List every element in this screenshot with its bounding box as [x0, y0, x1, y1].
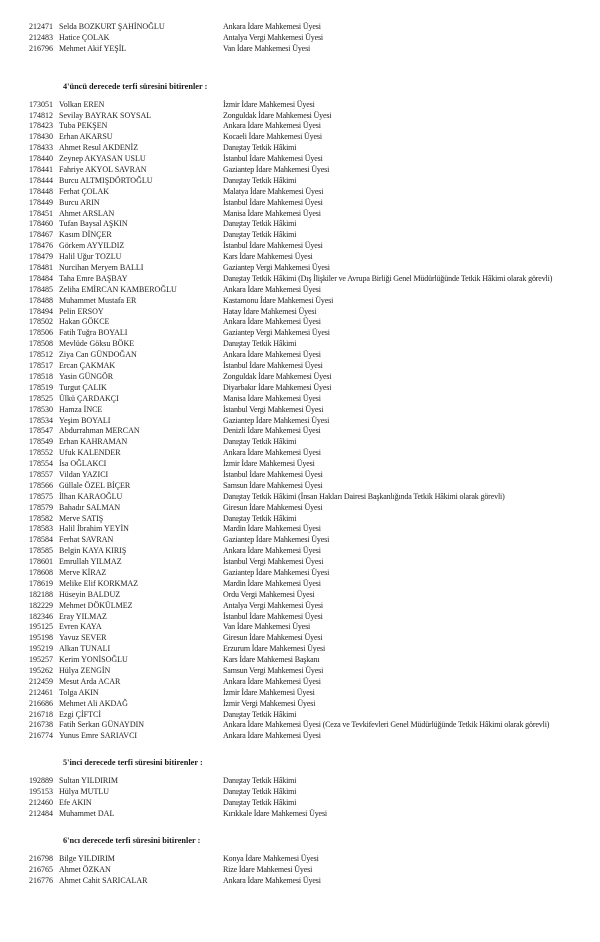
- registry-number: 178579: [29, 502, 53, 512]
- person-name: Fahriye AKYOL SAVRAN: [59, 165, 147, 175]
- current-position: Diyarbakır İdare Mahkemesi Üyesi: [223, 382, 332, 392]
- person-name: Mehmet Akif YEŞİL: [59, 43, 127, 53]
- current-position: Danıştay Tetkik Hâkimi: [223, 776, 297, 786]
- person-name: Sultan YILDIRIM: [59, 776, 119, 786]
- person-name: Ahmet ARSLAN: [59, 208, 115, 218]
- table-row: [0, 688, 600, 699]
- table-row: [0, 699, 600, 710]
- person-name: Kerim YONİSOĞLU: [59, 655, 128, 665]
- person-name: Mehmet DÖKÜLMEZ: [59, 600, 133, 610]
- registry-number: 178566: [29, 480, 53, 490]
- table-row: [0, 111, 600, 122]
- table-row: [0, 339, 600, 350]
- person-name: Hülya ZENGİN: [59, 665, 111, 675]
- table-row: [0, 710, 600, 721]
- registry-number: 178430: [29, 132, 53, 142]
- registry-number: 178479: [29, 252, 53, 262]
- table-row: [0, 798, 600, 809]
- current-position: Gaziantep Vergi Mahkemesi Üyesi: [223, 263, 330, 273]
- table-row: [0, 666, 600, 677]
- registry-number: 182188: [29, 589, 53, 599]
- registry-number: 178423: [29, 121, 53, 131]
- registry-number: 212460: [29, 798, 53, 807]
- current-position: Van İdare Mahkemesi Üyesi: [223, 43, 311, 53]
- current-position: Mardin İdare Mahkemesi Üyesi: [223, 524, 321, 534]
- person-name: Melike Elif KORKMAZ: [59, 578, 139, 588]
- table-row: [0, 121, 600, 132]
- person-name: Muhammet Mustafa ER: [59, 295, 137, 305]
- person-name: Mevlüde Göksu BÖKE: [59, 339, 135, 349]
- current-position: Danıştay Tetkik Hâkimi: [223, 513, 297, 523]
- registry-number: 178440: [29, 154, 53, 164]
- current-position: Antalya Vergi Mahkemesi Üyesi: [223, 600, 324, 610]
- registry-number: 216738: [29, 720, 53, 730]
- registry-number: 178519: [29, 382, 53, 392]
- registry-number: 178484: [29, 273, 53, 283]
- current-position: Ankara İdare Mahkemesi Üyesi: [223, 546, 321, 556]
- person-name: Turgut ÇALIK: [59, 382, 107, 392]
- current-position: Danıştay Tetkik Hâkimi: [223, 230, 297, 240]
- person-name: Vildan YAZICI: [59, 469, 109, 479]
- section-header: 6'ncı derecede terfi süresini bitirenler :: [63, 835, 201, 845]
- person-name: Ferhat SAVRAN: [59, 535, 114, 545]
- table-row: [0, 470, 600, 481]
- person-name: Volkan EREN: [59, 99, 105, 109]
- registry-number: 195262: [29, 665, 53, 675]
- current-position: Manisa İdare Mahkemesi Üyesi: [223, 208, 321, 218]
- person-name: Tolga AKIN: [59, 687, 99, 697]
- registry-number: 178608: [29, 567, 53, 577]
- person-name: Pelin ERSOY: [59, 306, 104, 316]
- person-name: Eray YILMAZ: [59, 611, 107, 621]
- registry-number: 178601: [29, 557, 53, 567]
- person-name: Halil İbrahim YEYİN: [59, 524, 129, 534]
- registry-number: 178557: [29, 469, 53, 479]
- table-row: [0, 209, 600, 220]
- current-position: Kırıkkale İdare Mahkemesi Üyesi: [223, 808, 327, 818]
- table-row: [0, 426, 600, 437]
- registry-number: 212461: [29, 687, 53, 697]
- person-name: Hamza İNCE: [59, 404, 103, 414]
- table-row: [0, 44, 600, 55]
- table-row: [0, 557, 600, 568]
- current-position: İstanbul İdare Mahkemesi Üyesi: [223, 197, 323, 207]
- current-position: İstanbul İdare Mahkemesi Üyesi: [223, 469, 323, 479]
- registry-number: 178433: [29, 143, 53, 153]
- person-name: Abdurrahman MERCAN: [59, 426, 140, 436]
- table-row: [0, 622, 600, 633]
- current-position: İzmir İdare Mahkemesi Üyesi: [223, 687, 315, 697]
- current-position: Zonguldak İdare Mahkemesi Üyesi: [223, 371, 332, 381]
- person-name: Selda BOZKURT ŞAHİNOĞLU: [59, 22, 165, 31]
- person-name: Hülya MUTLU: [59, 787, 109, 797]
- person-name: Yunus Emre SARIAVCI: [59, 731, 138, 741]
- registry-number: 178585: [29, 546, 53, 556]
- person-name: Halil Uğur TOZLU: [59, 252, 122, 262]
- person-name: Hatice ÇOLAK: [59, 32, 110, 42]
- person-name: Tuba PEKŞEN: [59, 121, 108, 131]
- registry-number: 178451: [29, 208, 53, 218]
- person-name: Görkem AYYILDIZ: [59, 241, 125, 251]
- current-position: Rize İdare Mahkemesi Üyesi: [223, 864, 313, 874]
- registry-number: 178448: [29, 186, 53, 196]
- table-row: [0, 143, 600, 154]
- table-row: [0, 154, 600, 165]
- table-row: [0, 731, 600, 742]
- current-position: Van İdare Mahkemesi Üyesi: [223, 622, 311, 632]
- current-position: İstanbul İdare Mahkemesi Üyesi: [223, 611, 323, 621]
- current-position: Kars İdare Mahkemesi Üyesi: [223, 252, 313, 262]
- table-row: [0, 459, 600, 470]
- current-position: Hatay İdare Mahkemesi Üyesi: [223, 306, 317, 316]
- current-position: Danıştay Tetkik Hâkimi: [223, 143, 297, 153]
- registry-number: 178476: [29, 241, 53, 251]
- current-position: Ankara İdare Mahkemesi Üyesi: [223, 448, 321, 458]
- table-row: [0, 165, 600, 176]
- registry-number: 216796: [29, 43, 53, 53]
- table-row: [0, 252, 600, 263]
- person-name: Erhan KAHRAMAN: [59, 437, 128, 447]
- registry-number: 195219: [29, 644, 53, 654]
- person-name: Ahmet Cahit SARICALAR: [59, 875, 148, 885]
- table-row: [0, 437, 600, 448]
- person-name: Yavuz SEVER: [59, 633, 107, 643]
- table-row: [0, 307, 600, 318]
- registry-number: 178530: [29, 404, 53, 414]
- current-position: Giresun İdare Mahkemesi Üyesi: [223, 633, 323, 643]
- table-row: [0, 644, 600, 655]
- table-row: [0, 33, 600, 44]
- registry-number: 178506: [29, 328, 53, 338]
- current-position: Danıştay Tetkik Hâkimi: [223, 219, 297, 229]
- registry-number: 178441: [29, 165, 53, 175]
- person-name: Ülkü ÇARDAKÇI: [59, 393, 119, 403]
- registry-number: 178494: [29, 306, 53, 316]
- current-position: Denizli İdare Mahkemesi Üyesi: [223, 426, 321, 436]
- person-name: İlhan KARAOĞLU: [59, 491, 123, 501]
- table-row: [0, 241, 600, 252]
- person-name: Ercan ÇAKMAK: [59, 361, 116, 371]
- person-name: Ezgi ÇİFTCİ: [59, 709, 101, 719]
- registry-number: 178508: [29, 339, 53, 349]
- current-position: Gaziantep İdare Mahkemesi Üyesi: [223, 165, 330, 175]
- person-name: Merve SATIŞ: [59, 513, 104, 523]
- table-row: [0, 274, 600, 285]
- table-row: [0, 198, 600, 209]
- table-row: [0, 503, 600, 514]
- section-header: 5'inci derecede terfi süresini bitirenler :: [63, 758, 203, 768]
- person-name: Bahadır SALMAN: [59, 502, 121, 512]
- registry-number: 178547: [29, 426, 53, 436]
- registry-number: 178460: [29, 219, 53, 229]
- person-name: Hakan GÖKCE: [59, 317, 110, 327]
- registry-number: 192889: [29, 776, 53, 786]
- registry-number: 195153: [29, 787, 53, 797]
- current-position: Kastamonu İdare Mahkemesi Üyesi: [223, 295, 334, 305]
- table-row: [0, 876, 600, 887]
- table-row: [0, 219, 600, 230]
- person-name: Ufuk KALENDER: [59, 448, 121, 458]
- current-position: Danıştay Tetkik Hâkimi: [223, 709, 297, 719]
- current-position: Danıştay Tetkik Hâkimi: [223, 339, 297, 349]
- registry-number: 178488: [29, 295, 53, 305]
- table-row: [0, 579, 600, 590]
- person-name: Tufan Baysal AŞKIN: [59, 219, 128, 229]
- table-row: [0, 22, 600, 33]
- person-name: Emrullah YILMAZ: [59, 557, 122, 567]
- person-name: Belgin KAYA KIRIŞ: [59, 546, 127, 556]
- person-name: Zeliha EMİRCAN KAMBEROĞLU: [59, 284, 177, 294]
- table-row: [0, 633, 600, 644]
- registry-number: 212483: [29, 32, 53, 42]
- current-position: Kars İdare Mahkemesi Başkanı: [223, 655, 320, 665]
- table-row: [0, 601, 600, 612]
- person-name: Bilge YILDIRIM: [59, 853, 115, 863]
- current-position: İstanbul İdare Mahkemesi Üyesi: [223, 241, 323, 251]
- person-name: Fatih Serkan GÜNAYDIN: [59, 720, 145, 730]
- current-position: Gaziantep İdare Mahkemesi Üyesi: [223, 415, 330, 425]
- current-position: Mardin İdare Mahkemesi Üyesi: [223, 578, 321, 588]
- registry-number: 216798: [29, 853, 53, 863]
- current-position: Malatya İdare Mahkemesi Üyesi: [223, 186, 324, 196]
- registry-number: 216765: [29, 864, 53, 874]
- current-position: İstanbul İdare Mahkemesi Üyesi: [223, 361, 323, 371]
- current-position: Samsun İdare Mahkemesi Üyesi: [223, 480, 323, 490]
- registry-number: 212471: [29, 22, 53, 31]
- person-name: İsa OĞLAKCI: [59, 459, 107, 469]
- table-row: [0, 372, 600, 383]
- current-position: Giresun İdare Mahkemesi Üyesi: [223, 502, 323, 512]
- table-row: [0, 612, 600, 623]
- current-position: İzmir İdare Mahkemesi Üyesi: [223, 99, 315, 109]
- current-position: Samsun Vergi Mahkemesi Üyesi: [223, 665, 324, 675]
- person-name: Yasin GÜNGÖR: [59, 371, 114, 381]
- registry-number: 178481: [29, 263, 53, 273]
- registry-number: 216776: [29, 875, 53, 885]
- person-name: Ahmet ÖZKAN: [59, 864, 111, 874]
- current-position: İzmir Vergi Mahkemesi Üyesi: [223, 698, 316, 708]
- person-name: Taha Emre BAŞBAY: [59, 273, 128, 283]
- current-position: Gaziantep İdare Mahkemesi Üyesi: [223, 535, 330, 545]
- current-position: Danıştay Tetkik Hâkimi (İnsan Hakları Dairesi Başkanlığında Tetkik Hâkimi olarak görevli): [223, 491, 505, 501]
- table-row: [0, 100, 600, 111]
- table-row: [0, 448, 600, 459]
- registry-number: 182346: [29, 611, 53, 621]
- registry-number: 178619: [29, 578, 53, 588]
- table-row: [0, 655, 600, 666]
- current-position: Ordu Vergi Mahkemesi Üyesi: [223, 589, 315, 599]
- table-row: [0, 132, 600, 143]
- current-position: Ankara İdare Mahkemesi Üyesi: [223, 22, 321, 31]
- current-position: Ankara İdare Mahkemesi Üyesi: [223, 676, 321, 686]
- table-row: [0, 865, 600, 876]
- current-position: İstanbul Vergi Mahkemesi Üyesi: [223, 404, 324, 414]
- current-position: Erzurum İdare Mahkemesi Üyesi: [223, 644, 326, 654]
- current-position: Ankara İdare Mahkemesi Üyesi: [223, 284, 321, 294]
- current-position: Danıştay Tetkik Hâkimi (Dış İlişkiler ve Avrupa Birliği Genel Müdürlüğünde Tetkik Hâkimi olarak görevli): [223, 273, 553, 283]
- registry-number: 174812: [29, 110, 53, 120]
- current-position: Ankara İdare Mahkemesi Üyesi: [223, 350, 321, 360]
- registry-number: 178575: [29, 491, 53, 501]
- registry-number: 216686: [29, 698, 53, 708]
- current-position: İstanbul İdare Mahkemesi Üyesi: [223, 154, 323, 164]
- current-position: Danıştay Tetkik Hâkimi: [223, 798, 297, 807]
- current-position: İzmir İdare Mahkemesi Üyesi: [223, 459, 315, 469]
- registry-number: 178534: [29, 415, 53, 425]
- registry-number: 216774: [29, 731, 53, 741]
- person-name: Mehmet Ali AKDAĞ: [59, 698, 128, 708]
- current-position: Gaziantep Vergi Mahkemesi Üyesi: [223, 328, 330, 338]
- current-position: Danıştay Tetkik Hâkimi: [223, 175, 297, 185]
- registry-number: 216718: [29, 709, 53, 719]
- current-position: Danıştay Tetkik Hâkimi: [223, 437, 297, 447]
- table-row: [0, 350, 600, 361]
- registry-number: 178583: [29, 524, 53, 534]
- table-row: [0, 720, 600, 731]
- current-position: Ankara İdare Mahkemesi Üyesi: [223, 121, 321, 131]
- person-name: Erhan AKARSU: [59, 132, 113, 142]
- registry-number: 178582: [29, 513, 53, 523]
- person-name: Muhammet DAL: [59, 808, 115, 818]
- current-position: İstanbul Vergi Mahkemesi Üyesi: [223, 557, 324, 567]
- table-row: [0, 187, 600, 198]
- table-row: [0, 546, 600, 557]
- table-row: [0, 568, 600, 579]
- table-row: [0, 787, 600, 798]
- table-row: [0, 776, 600, 787]
- registry-number: 212484: [29, 808, 53, 818]
- registry-number: 178467: [29, 230, 53, 240]
- table-row: [0, 328, 600, 339]
- table-row: [0, 230, 600, 241]
- registry-number: 195198: [29, 633, 53, 643]
- person-name: Efe AKIN: [59, 798, 92, 807]
- registry-number: 178517: [29, 361, 53, 371]
- table-row: [0, 176, 600, 187]
- table-row: [0, 677, 600, 688]
- registry-number: 178485: [29, 284, 53, 294]
- current-position: Ankara İdare Mahkemesi Üyesi: [223, 731, 321, 741]
- person-name: Ahmet Resul AKDENİZ: [59, 143, 139, 153]
- person-name: Burcu ALTMIŞDÖRTOĞLU: [59, 175, 153, 185]
- current-position: Manisa İdare Mahkemesi Üyesi: [223, 393, 321, 403]
- current-position: Gaziantep İdare Mahkemesi Üyesi: [223, 567, 330, 577]
- table-row: [0, 524, 600, 535]
- table-row: [0, 285, 600, 296]
- table-row: [0, 263, 600, 274]
- registry-number: 178584: [29, 535, 53, 545]
- table-row: [0, 590, 600, 601]
- table-row: [0, 535, 600, 546]
- registry-number: 195257: [29, 655, 53, 665]
- person-name: Mesut Arda ACAR: [59, 676, 121, 686]
- current-position: Kocaeli İdare Mahkemesi Üyesi: [223, 132, 322, 142]
- table-row: [0, 481, 600, 492]
- registry-number: 178525: [29, 393, 53, 403]
- current-position: Ankara İdare Mahkemesi Üyesi: [223, 317, 321, 327]
- person-name: Hüseyin BALDUZ: [59, 589, 121, 599]
- current-position: Zonguldak İdare Mahkemesi Üyesi: [223, 110, 332, 120]
- table-row: [0, 492, 600, 503]
- person-name: Ferhat ÇOLAK: [59, 186, 109, 196]
- person-name: Zeynep AKYASAN USLU: [59, 154, 146, 164]
- person-name: Yeşim BOYALI: [59, 415, 111, 425]
- registry-number: 212459: [29, 676, 53, 686]
- person-name: Merve KİRAZ: [59, 567, 107, 577]
- person-name: Alkan TUNALI: [59, 644, 111, 654]
- person-name: Evren KAYA: [59, 622, 102, 632]
- registry-number: 178502: [29, 317, 53, 327]
- registry-number: 182229: [29, 600, 53, 610]
- table-row: [0, 394, 600, 405]
- registry-number: 178512: [29, 350, 53, 360]
- current-position: Ankara İdare Mahkemesi Üyesi: [223, 875, 321, 885]
- registry-number: 178552: [29, 448, 53, 458]
- person-name: Güllale ÖZEL BİÇER: [59, 480, 131, 490]
- current-position: Konya İdare Mahkemesi Üyesi: [223, 853, 319, 863]
- table-row: [0, 296, 600, 307]
- registry-number: 173051: [29, 99, 53, 109]
- table-row: [0, 809, 600, 820]
- person-name: Sevilay BAYRAK SOYSAL: [59, 110, 152, 120]
- table-row: [0, 405, 600, 416]
- current-position: Ankara İdare Mahkemesi Üyesi (Ceza ve Tevkifevleri Genel Müdürlüğünde Tetkik Hâkimi olarak görevli): [223, 720, 550, 730]
- registry-number: 178518: [29, 371, 53, 381]
- table-row: [0, 416, 600, 427]
- registry-number: 195125: [29, 622, 53, 632]
- table-row: [0, 854, 600, 865]
- table-row: [0, 514, 600, 525]
- registry-number: 178449: [29, 197, 53, 207]
- registry-number: 178549: [29, 437, 53, 447]
- person-name: Fatih Tuğra BOYALI: [59, 328, 128, 338]
- current-position: Danıştay Tetkik Hâkimi: [223, 787, 297, 797]
- person-name: Ziya Can GÜNDOĞAN: [59, 350, 137, 360]
- table-row: [0, 317, 600, 328]
- table-row: [0, 383, 600, 394]
- registry-number: 178444: [29, 175, 53, 185]
- registry-number: 178554: [29, 459, 53, 469]
- current-position: Antalya Vergi Mahkemesi Üyesi: [223, 32, 324, 42]
- person-name: Kasım DİNÇER: [59, 230, 112, 240]
- table-row: [0, 361, 600, 372]
- section-header: 4'üncü derecede terfi süresini bitirenler :: [63, 81, 208, 91]
- person-name: Nurcihan Meryem BALLI: [59, 263, 144, 273]
- person-name: Burcu ARIN: [59, 197, 100, 207]
